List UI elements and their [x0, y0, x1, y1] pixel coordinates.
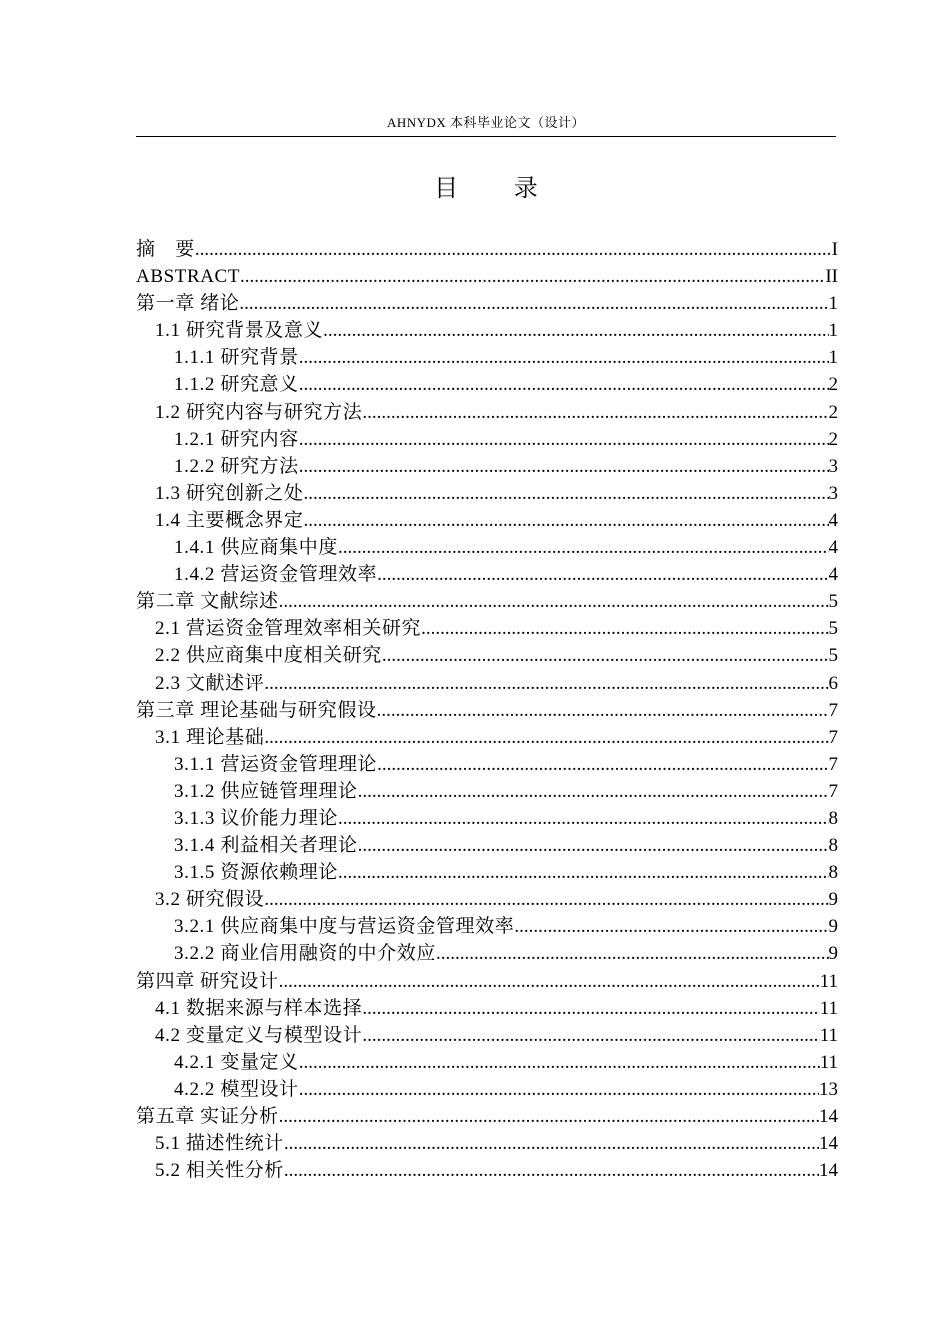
toc-entry-label: 4.2 变量定义与模型设计 — [155, 1024, 363, 1046]
toc-dot-leader — [323, 317, 828, 344]
toc-entry-label: 1.1 研究背景及意义 — [155, 320, 324, 342]
toc-entry-page-number: 4 — [828, 509, 838, 531]
toc-entry[interactable] — [136, 940, 838, 967]
header-rule — [136, 136, 836, 137]
toc-entry-label: 第四章 研究设计 — [136, 970, 279, 992]
toc-entry[interactable] — [136, 236, 838, 263]
toc-entry[interactable] — [136, 642, 838, 669]
page-title: 目 录 — [434, 174, 562, 202]
toc-entry[interactable] — [136, 561, 838, 588]
toc-entry-label: 3.1.1 营运资金管理理论 — [174, 753, 378, 775]
toc-dot-leader — [358, 778, 829, 805]
toc-entry-label: 2.2 供应商集中度相关研究 — [155, 645, 382, 667]
toc-dot-leader — [514, 913, 828, 940]
toc-entry-page-number: 9 — [828, 889, 838, 911]
toc-entry-label: 3.1.2 供应链管理理论 — [174, 780, 358, 802]
toc-entry-label: 摘 要 — [136, 239, 195, 260]
toc-entry-page-number: 3 — [828, 455, 838, 477]
running-header: AHNYDX 本科毕业论文（设计） — [386, 115, 586, 130]
toc-dot-leader — [362, 1022, 819, 1049]
toc-dot-leader — [195, 236, 832, 263]
toc-entry-page-number: 6 — [828, 672, 838, 694]
toc-dot-leader — [240, 263, 825, 290]
toc-entry[interactable] — [136, 778, 838, 805]
toc-entry-label: 第三章 理论基础与研究假设 — [136, 699, 377, 721]
toc-dot-leader — [358, 832, 829, 859]
toc-entry-label: 2.3 文献述评 — [155, 672, 265, 694]
toc-entry-label: 3.2.2 商业信用融资的中介效应 — [174, 943, 436, 965]
toc-entry[interactable] — [136, 886, 838, 913]
toc-entry[interactable] — [136, 399, 838, 426]
toc-entry[interactable] — [136, 480, 838, 507]
toc-entry[interactable] — [136, 670, 838, 697]
toc-entry-label: 4.2.2 模型设计 — [174, 1078, 299, 1100]
toc-dot-leader — [279, 1103, 819, 1130]
toc-entry[interactable] — [136, 426, 838, 453]
table-of-contents — [136, 236, 838, 1184]
toc-entry-page-number: 11 — [819, 970, 838, 992]
toc-entry-label: 1.3 研究创新之处 — [155, 482, 304, 504]
toc-dot-leader — [299, 1076, 819, 1103]
toc-dot-leader — [304, 507, 829, 534]
toc-entry-page-number: 5 — [828, 591, 838, 613]
toc-entry-page-number: 5 — [828, 618, 838, 640]
toc-entry-page-number: 1 — [828, 347, 838, 369]
toc-entry-page-number: II — [825, 266, 838, 288]
toc-entry-label: 2.1 营运资金管理效率相关研究 — [155, 618, 422, 640]
toc-dot-leader — [299, 344, 829, 371]
toc-entry-label: 3.1.4 利益相关者理论 — [174, 835, 358, 857]
toc-entry-page-number: 7 — [828, 753, 838, 775]
toc-entry-page-number: 3 — [828, 482, 838, 504]
toc-entry[interactable] — [136, 1076, 838, 1103]
toc-entry-page-number: 1 — [828, 293, 838, 315]
toc-entry[interactable] — [136, 697, 838, 724]
toc-dot-leader — [284, 1157, 819, 1184]
toc-entry-label: 第二章 文献综述 — [136, 591, 279, 613]
toc-entry-label: 1.4 主要概念界定 — [155, 509, 304, 531]
toc-entry-label: 3.2 研究假设 — [155, 889, 265, 911]
toc-entry-label: 1.1.2 研究意义 — [174, 374, 299, 396]
toc-entry[interactable] — [136, 1022, 838, 1049]
toc-entry[interactable] — [136, 588, 838, 615]
toc-dot-leader — [362, 995, 819, 1022]
toc-entry-page-number: 14 — [819, 1106, 838, 1127]
toc-dot-leader — [279, 588, 829, 615]
toc-entry[interactable] — [136, 1049, 838, 1076]
toc-entry-page-number: 13 — [819, 1078, 838, 1100]
toc-entry-label: 1.4.2 营运资金管理效率 — [174, 564, 378, 586]
toc-dot-leader — [239, 290, 828, 317]
toc-entry-page-number: 14 — [819, 1133, 838, 1155]
toc-dot-leader — [299, 426, 829, 453]
toc-dot-leader — [377, 561, 828, 588]
toc-entry-label: 1.2.2 研究方法 — [174, 455, 299, 477]
toc-dot-leader — [299, 1049, 820, 1076]
toc-entry[interactable] — [136, 859, 838, 886]
toc-entry-label: 4.1 数据来源与样本选择 — [155, 997, 363, 1019]
toc-dot-leader — [338, 859, 829, 886]
toc-entry-page-number: 2 — [828, 374, 838, 396]
toc-dot-leader — [264, 670, 828, 697]
toc-entry[interactable] — [136, 913, 838, 940]
toc-dot-leader — [338, 534, 829, 561]
toc-entry[interactable] — [136, 371, 838, 398]
toc-entry-label: 5.1 描述性统计 — [155, 1133, 284, 1155]
toc-entry-page-number: 5 — [828, 645, 838, 667]
toc-entry[interactable] — [136, 805, 838, 832]
toc-entry[interactable] — [136, 290, 838, 317]
toc-entry-page-number: 9 — [828, 943, 838, 965]
toc-dot-leader — [284, 1130, 819, 1157]
toc-dot-leader — [436, 940, 829, 967]
toc-entry-label: 第五章 实证分析 — [136, 1106, 279, 1127]
toc-entry-page-number: 7 — [828, 726, 838, 748]
toc-entry-label: ABSTRACT — [136, 266, 241, 288]
toc-entry-page-number: 2 — [828, 401, 838, 423]
toc-entry-page-number: 11 — [819, 1024, 838, 1046]
toc-entry[interactable] — [136, 724, 838, 751]
toc-entry-label: 5.2 相关性分析 — [155, 1160, 284, 1182]
toc-entry[interactable] — [136, 1157, 838, 1184]
toc-entry[interactable] — [136, 507, 838, 534]
toc-entry[interactable] — [136, 317, 838, 344]
toc-entry-page-number: 11 — [819, 1051, 838, 1073]
toc-entry-page-number: 9 — [828, 916, 838, 938]
toc-dot-leader — [377, 751, 828, 778]
toc-dot-leader — [362, 399, 828, 426]
toc-entry[interactable] — [136, 615, 838, 642]
toc-entry-page-number: 8 — [828, 835, 838, 857]
toc-entry-label: 3.1.3 议价能力理论 — [174, 807, 338, 829]
toc-entry[interactable] — [136, 751, 838, 778]
toc-entry[interactable] — [136, 453, 838, 480]
toc-entry[interactable] — [136, 344, 838, 371]
toc-entry[interactable] — [136, 1130, 838, 1157]
toc-dot-leader — [382, 642, 829, 669]
toc-entry-label: 第一章 绪论 — [136, 293, 240, 315]
toc-entry-label: 1.2.1 研究内容 — [174, 428, 299, 450]
toc-entry-page-number: I — [831, 239, 838, 260]
toc-entry-page-number: 4 — [828, 537, 838, 559]
toc-entry-label: 1.4.1 供应商集中度 — [174, 537, 338, 559]
toc-dot-leader — [264, 886, 828, 913]
toc-entry-page-number: 2 — [828, 428, 838, 450]
toc-entry[interactable] — [136, 995, 838, 1022]
toc-entry-page-number: 11 — [819, 997, 838, 1019]
toc-dot-leader — [421, 615, 828, 642]
toc-entry[interactable] — [136, 832, 838, 859]
toc-dot-leader — [279, 968, 820, 995]
toc-entry-label: 3.2.1 供应商集中度与营运资金管理效率 — [174, 916, 515, 938]
toc-dot-leader — [299, 453, 829, 480]
toc-entry-label: 3.1.5 资源依赖理论 — [174, 862, 338, 884]
toc-entry-page-number: 8 — [828, 862, 838, 884]
toc-dot-leader — [299, 371, 829, 398]
toc-entry-page-number: 7 — [828, 699, 838, 721]
toc-entry-page-number: 14 — [819, 1160, 838, 1182]
toc-dot-leader — [338, 805, 829, 832]
toc-dot-leader — [304, 480, 829, 507]
toc-entry[interactable] — [136, 1103, 838, 1130]
toc-entry[interactable] — [136, 968, 838, 995]
toc-dot-leader — [377, 697, 829, 724]
toc-entry-page-number: 7 — [828, 780, 838, 802]
toc-entry[interactable] — [136, 534, 838, 561]
toc-dot-leader — [264, 724, 828, 751]
toc-entry[interactable] — [136, 263, 838, 290]
toc-entry-label: 1.1.1 研究背景 — [174, 347, 299, 369]
toc-entry-page-number: 1 — [828, 320, 838, 342]
toc-entry-label: 3.1 理论基础 — [155, 726, 265, 748]
toc-entry-page-number: 4 — [828, 564, 838, 586]
toc-entry-label: 1.2 研究内容与研究方法 — [155, 401, 363, 423]
toc-entry-label: 4.2.1 变量定义 — [174, 1051, 299, 1073]
toc-entry-page-number: 8 — [828, 807, 838, 829]
